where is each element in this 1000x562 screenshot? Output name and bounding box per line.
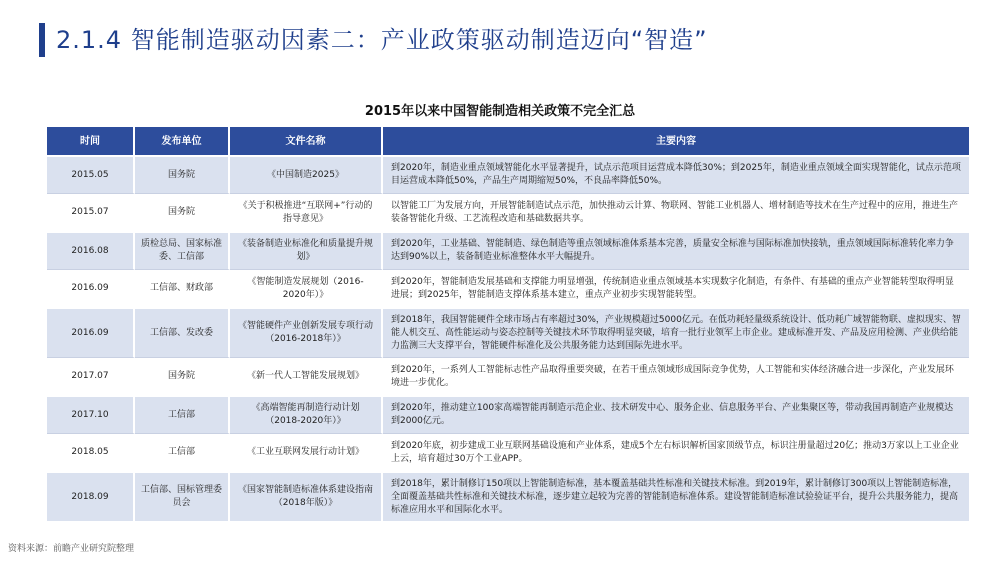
cell-content: 到2020年底，初步建成工业互联网基础设施和产业体系，建成5个左右标识解析国家顶级节点，标识注册量超过20亿；推动3万家以上工业企业上云，培育超过30万个工业APP。 — [383, 433, 969, 471]
cell-time: 2018.09 — [47, 471, 135, 521]
table-row — [47, 155, 969, 193]
table-row — [47, 433, 969, 471]
cell-content: 到2018年，我国智能硬件全球市场占有率超过30%，产业规模超过5000亿元。在低功耗轻量级系统设计、低功耗广域智能物联、虚拟现实、智能人机交互、高性能运动与姿态控制等关键技术环节取得明显突破，培育一批行业领军上市企业。建成标准开发、产品及应用检测、产业供给能力监测三大支撑平台，智能硬件标准化及公共服务能力达到国际先进水平。 — [383, 307, 969, 357]
source-note: 资料来源：前瞻产业研究院整理 — [8, 544, 135, 554]
table-title: 2015年以来中国智能制造相关政策不完全汇总 — [364, 104, 636, 119]
cell-time: 2015.05 — [47, 155, 135, 193]
cell-issuer: 工信部 — [135, 433, 230, 471]
table-row — [47, 395, 969, 433]
cell-time: 2016.09 — [47, 269, 135, 307]
cell-issuer: 国务院 — [135, 357, 230, 395]
cell-issuer: 国务院 — [135, 193, 230, 231]
cell-content: 到2018年，累计制修订150项以上智能制造标准，基本覆盖基础共性标准和关键技术标准。到2019年，累计制修订300项以上智能制造标准，全面覆盖基础共性标准和关键技术标准，逐步建立起较为完善的智能制造标准体系。建设智能制造标准试验验证平台，提升公共服务能力，提高标准应用水平和国际化水平。 — [383, 471, 969, 521]
cell-doc: 《装备制造业标准化和质量提升规划》 — [230, 231, 383, 269]
cell-time: 2018.05 — [47, 433, 135, 471]
cell-issuer: 质检总局、国家标准委、工信部 — [135, 231, 230, 269]
table-header-row — [47, 127, 969, 155]
cell-doc: 《智能制造发展规划（2016-2020年）》 — [230, 269, 383, 307]
cell-time: 2016.08 — [47, 231, 135, 269]
title-accent-bar — [39, 23, 45, 57]
cell-doc: 《工业互联网发展行动计划》 — [230, 433, 383, 471]
cell-content: 到2020年，智能制造发展基础和支撑能力明显增强，传统制造业重点领域基本实现数字化制造，有条件、有基础的重点产业智能转型取得明显进展；到2025年，智能制造支撑体系基本建立，重点产业初步实现智能转型。 — [383, 269, 969, 307]
cell-issuer: 工信部 — [135, 395, 230, 433]
cell-doc: 《智能硬件产业创新发展专项行动（2016-2018年）》 — [230, 307, 383, 357]
cell-content: 到2020年，一系列人工智能标志性产品取得重要突破，在若干重点领域形成国际竞争优势，人工智能和实体经济融合进一步深化，产业发展环境进一步优化。 — [383, 357, 969, 395]
cell-time: 2017.10 — [47, 395, 135, 433]
cell-content: 到2020年，工业基础、智能制造、绿色制造等重点领域标准体系基本完善，质量安全标准与国际标准加快接轨，重点领域国际标准转化率力争达到90%以上，装备制造业标准整体水平大幅提升。 — [383, 231, 969, 269]
table-row — [47, 307, 969, 357]
page-title: 2.1.4 智能制造驱动因素二：产业政策驱动制造迈向“智造” — [56, 26, 708, 54]
header-doc: 文件名称 — [230, 127, 383, 155]
cell-issuer: 工信部、国标管理委员会 — [135, 471, 230, 521]
cell-doc: 《关于积极推进“互联网+”行动的指导意见》 — [230, 193, 383, 231]
cell-issuer: 工信部、财政部 — [135, 269, 230, 307]
cell-content: 以智能工厂为发展方向，开展智能制造试点示范，加快推动云计算、物联网、智能工业机器人、增材制造等技术在生产过程中的应用，推进生产装备智能化升级、工艺流程改造和基础数据共享。 — [383, 193, 969, 231]
cell-issuer: 工信部、发改委 — [135, 307, 230, 357]
policy-table — [47, 127, 969, 521]
cell-time: 2016.09 — [47, 307, 135, 357]
header-issuer: 发布单位 — [135, 127, 230, 155]
cell-content: 到2020年，推动建立100家高端智能再制造示范企业、技术研发中心、服务企业、信息服务平台、产业集聚区等，带动我国再制造产业规模达到2000亿元。 — [383, 395, 969, 433]
table-row — [47, 193, 969, 231]
table-row — [47, 357, 969, 395]
header-content: 主要内容 — [383, 127, 969, 155]
header-time: 时间 — [47, 127, 135, 155]
table-row — [47, 471, 969, 521]
cell-doc: 《高端智能再制造行动计划（2018-2020年）》 — [230, 395, 383, 433]
cell-doc: 《中国制造2025》 — [230, 155, 383, 193]
table-row — [47, 269, 969, 307]
table-row — [47, 231, 969, 269]
cell-content: 到2020年，制造业重点领域智能化水平显著提升，试点示范项目运营成本降低30%；到2025年，制造业重点领域全面实现智能化，试点示范项目运营成本降低50%，产品生产周期缩短50%，不良品率降低50%。 — [383, 155, 969, 193]
cell-issuer: 国务院 — [135, 155, 230, 193]
cell-doc: 《国家智能制造标准体系建设指南（2018年版）》 — [230, 471, 383, 521]
cell-doc: 《新一代人工智能发展规划》 — [230, 357, 383, 395]
cell-time: 2015.07 — [47, 193, 135, 231]
cell-time: 2017.07 — [47, 357, 135, 395]
